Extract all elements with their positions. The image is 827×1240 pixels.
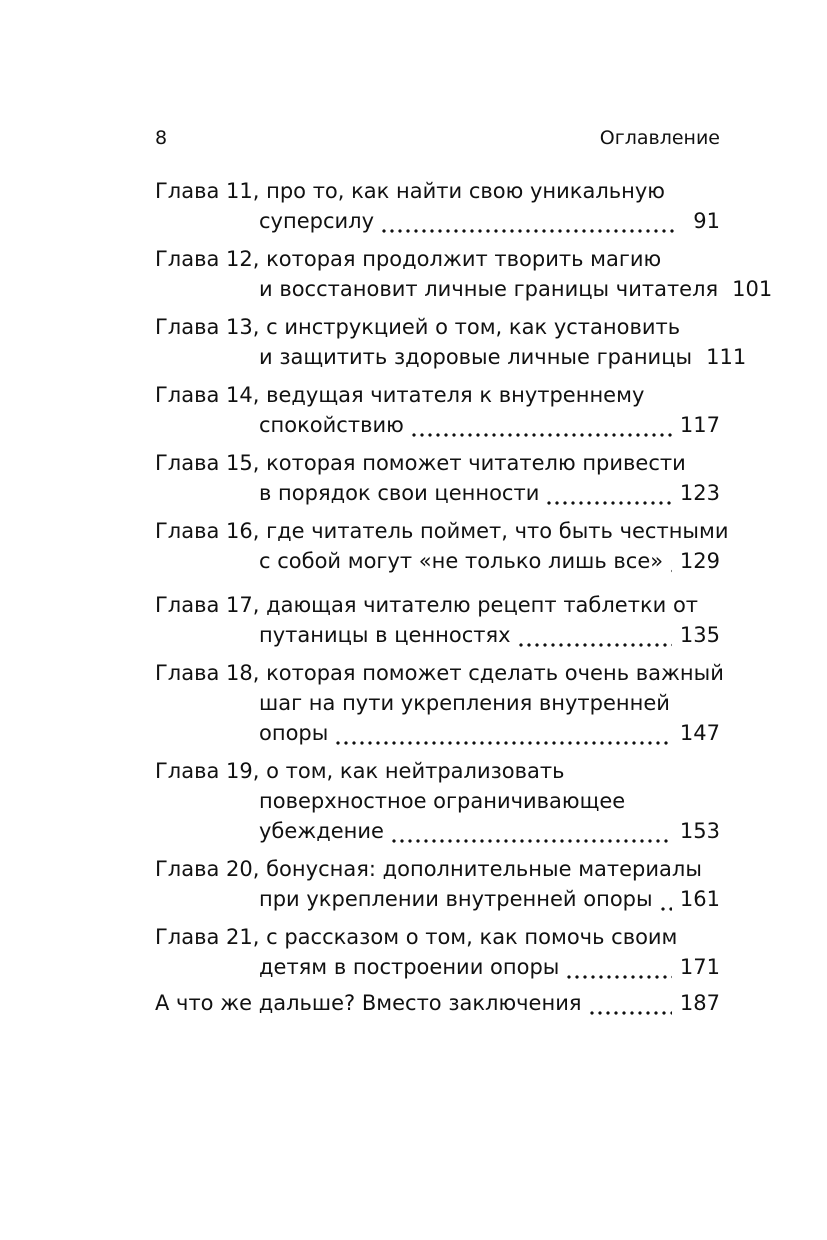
toc-line xyxy=(155,312,720,342)
chapter-title-text: которая поможет читателю привести xyxy=(266,451,686,475)
toc-line xyxy=(155,478,720,508)
toc-line xyxy=(155,410,720,440)
chapter-title-text: и защитить здоровые личные границы xyxy=(259,345,693,369)
chapter-title-text: которая поможет сделать очень важный xyxy=(266,661,724,685)
toc-entry xyxy=(155,448,720,508)
running-header xyxy=(155,124,720,152)
toc-line xyxy=(155,274,773,304)
toc-entry xyxy=(155,658,724,748)
toc-entry xyxy=(155,244,773,304)
dot-leader xyxy=(545,500,672,506)
toc-line xyxy=(155,176,720,206)
dot-leader xyxy=(669,568,672,574)
chapter-title-text: А что же дальше? Вместо заключения xyxy=(155,991,582,1015)
toc-entry xyxy=(155,854,720,914)
toc-page-number: 187 xyxy=(679,991,720,1015)
chapter-title-text: детям в построении опоры xyxy=(259,955,560,979)
toc-page-number: 101 xyxy=(732,277,773,301)
chapter-label: Глава 17, xyxy=(155,593,260,617)
toc-page-number: 147 xyxy=(679,721,720,745)
chapter-label: Глава 11, xyxy=(155,179,260,203)
toc-line xyxy=(155,952,720,982)
toc-entry xyxy=(155,516,729,576)
dot-leader xyxy=(390,838,672,844)
dot-leader xyxy=(588,1010,672,1016)
dot-leader xyxy=(410,432,672,438)
page-number: 8 xyxy=(155,127,168,149)
chapter-label: Глава 19, xyxy=(155,759,260,783)
toc-entry xyxy=(155,312,747,372)
chapter-title-text: которая продолжит творить магию xyxy=(266,247,662,271)
chapter-label: Глава 13, xyxy=(155,315,260,339)
toc-page-number: 111 xyxy=(706,345,747,369)
chapter-label: Глава 12, xyxy=(155,247,260,271)
toc-line xyxy=(155,658,724,688)
dot-leader xyxy=(565,974,672,980)
toc-line xyxy=(155,244,720,274)
dot-leader xyxy=(517,642,672,648)
toc-line xyxy=(155,546,720,576)
toc-line xyxy=(155,620,720,650)
toc-line xyxy=(155,922,720,952)
toc-line xyxy=(155,884,720,914)
toc-line xyxy=(155,854,720,884)
chapter-label: Глава 20, xyxy=(155,857,260,881)
dot-leader xyxy=(334,740,672,746)
toc-entry xyxy=(155,922,720,982)
toc-page-number: 123 xyxy=(679,481,720,505)
chapter-label: Глава 14, xyxy=(155,383,260,407)
chapter-title-text: дающая читателю рецепт таблетки от xyxy=(266,593,699,617)
chapter-title-text: о том, как нейтрализовать xyxy=(266,759,565,783)
toc-entry xyxy=(155,988,720,1018)
dot-leader xyxy=(380,228,674,234)
chapter-title-text: путаницы в ценностях xyxy=(259,623,511,647)
chapter-title-text: спокойствию xyxy=(259,413,404,437)
toc-line xyxy=(155,718,720,748)
toc-line xyxy=(155,516,729,546)
chapter-label: Глава 16, xyxy=(155,519,260,543)
toc-line xyxy=(155,786,720,816)
toc-line xyxy=(155,590,720,620)
chapter-label: Глава 21, xyxy=(155,925,260,949)
toc-page-number: 153 xyxy=(679,819,720,843)
toc-line xyxy=(155,816,720,846)
chapter-title-text: с собой могут «не только лишь все» xyxy=(259,549,664,573)
toc-line xyxy=(155,342,747,372)
toc-entry xyxy=(155,176,720,236)
chapter-title-text: шаг на пути укрепления внутренней xyxy=(259,691,670,715)
chapter-title-text: с рассказом о том, как помочь своим xyxy=(266,925,678,949)
toc-line xyxy=(155,688,720,718)
toc-page-number: 91 xyxy=(693,209,720,233)
chapter-label: Глава 18, xyxy=(155,661,260,685)
toc-page-number: 161 xyxy=(679,887,720,911)
toc-page-number: 171 xyxy=(679,955,720,979)
toc-line xyxy=(155,756,720,786)
chapter-title-text: опоры xyxy=(259,721,329,745)
toc-entry xyxy=(155,590,720,650)
chapter-label: Глава 15, xyxy=(155,451,260,475)
chapter-title-text: бонусная: дополнительные материалы xyxy=(266,857,702,881)
chapter-title-text: в порядок свои ценности xyxy=(259,481,540,505)
toc-entry xyxy=(155,756,720,846)
chapter-title-text: при укреплении внутренней опоры xyxy=(259,887,653,911)
chapter-title-text: поверхностное ограничивающее xyxy=(259,789,626,813)
toc-line xyxy=(155,988,720,1018)
dot-leader xyxy=(659,906,672,912)
chapter-title-text: где читатель поймет, что быть честными xyxy=(266,519,729,543)
toc-page-number: 117 xyxy=(679,413,720,437)
chapter-title-text: суперсилу xyxy=(259,209,374,233)
toc-line xyxy=(155,380,720,410)
toc-page-number: 135 xyxy=(679,623,720,647)
chapter-title-text: с инструкцией о том, как установить xyxy=(266,315,681,339)
table-of-contents xyxy=(155,168,773,1018)
chapter-title-text: и восстановит личные границы читателя xyxy=(259,277,719,301)
toc-line xyxy=(155,206,720,236)
chapter-title-text: убеждение xyxy=(259,819,384,843)
running-title: Оглавление xyxy=(599,127,720,149)
toc-entry xyxy=(155,380,720,440)
toc-page-number: 129 xyxy=(679,549,720,573)
chapter-title-text: ведущая читателя к внутреннему xyxy=(266,383,645,407)
chapter-title-text: про то, как найти свою уникальную xyxy=(266,179,665,203)
toc-line xyxy=(155,448,720,478)
